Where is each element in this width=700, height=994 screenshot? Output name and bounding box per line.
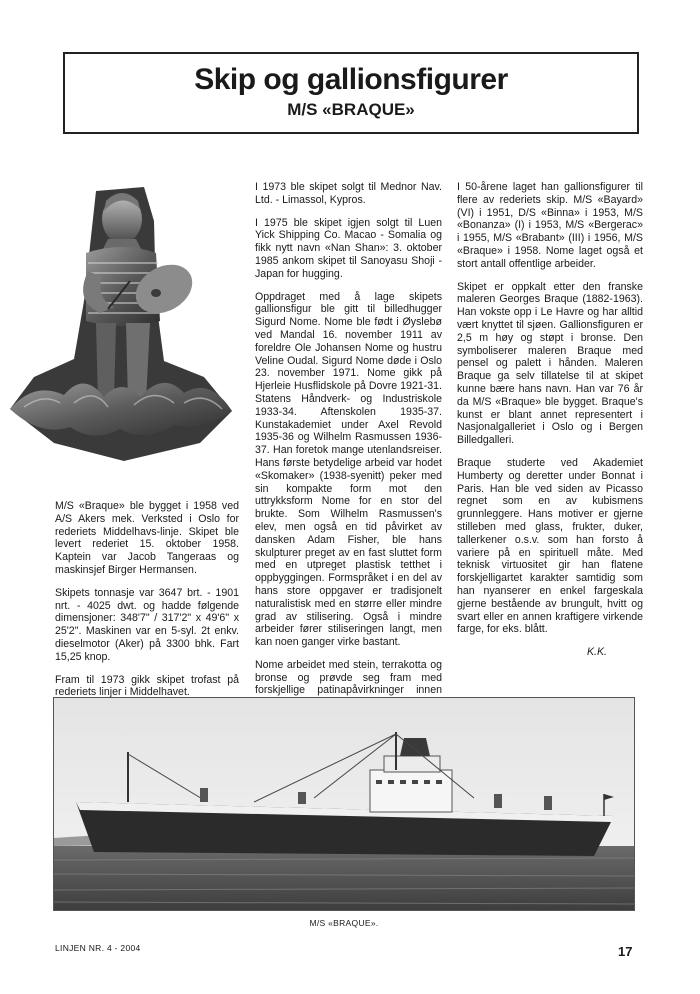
- paragraph: M/S «Braque» ble bygget i 1958 ved A/S Akers mek. Verksted i Oslo for rederiets Middelhavs-linje. Skipet ble levert rederiet 15. oktober 1958. Kaptein var Jacob Tangeraas og maskinsjef Birger Hermansen.: [55, 500, 239, 576]
- title-box: [63, 52, 639, 134]
- paragraph: Skipet er oppkalt etter den franske maleren Georges Braque (1882-1963). Han vokste opp i Le Havre og har alltid vært knyttet til sjøen. Gallionsfiguren er 2,5 m høy og støpt i bronse. Den symboliserer maleren Braque med pensel og palett i hånden. Maleren Braque ga selv tillatelse til at skipet kunne bære hans navn. Han var 76 år da M/S «Braque» ble bygget. Braque's kunst er blant annet representert i Nasjonalgalleriet i Oslo og i Bergen Billedgalleri.: [457, 280, 643, 447]
- paragraph: I 1975 ble skipet igjen solgt til Luen Yick Shipping Co. Macao - Somalia og fikk nytt navn «Nan Shan»: 3. oktober 1985 ankom skipet til Sanoyasu Shoji - Japan for hugging.: [255, 216, 442, 280]
- paragraph: Nome arbeidet med stein, terrakotta og bronse og prøvde seg fram med forskjellige patinapåvirkninger innen: [255, 658, 442, 697]
- paragraph: I 50-årene laget han gallionsfigurer til flere av rederiets skip. M/S «Bayard» (VI) i 1951, D/S «Binna» i 1953, M/S «Bonanza» (I) i 1953, M/S «Bergerac» i 1955, M/S «Brabant» (III) i 1956, M/S «Braque» i 1958. Nome laget også et stort antall offentlige arbeider.: [457, 181, 643, 270]
- photo-caption: M/S «BRAQUE».: [309, 918, 379, 928]
- paragraph: Skipets tonnasje var 3647 brt. - 1901 nrt. - 4025 dwt. og hadde følgende dimensjoner: 348'7" / 317'2" x 49'6" x 25'2". Maskinen var en 5-syl. 2t enkv. dieselmotor (Aker) på 3300 bhk. Fart 15,25 knop.: [55, 586, 239, 663]
- article-column-right: [457, 181, 643, 659]
- figurehead-photo: [4, 181, 236, 471]
- paragraph: Fram til 1973 gikk skipet trofast på rederiets linjer i Middelhavet.: [55, 673, 239, 699]
- paragraph: Braque studerte ved Akademiet Humberty og deretter under Bonnat i Paris. Han ble ved siden av Picasso regnet som en av kubismens grunnleggere. Hans motiver er gjerne stilleben med glass, frukter, duker, tallerkener o.s.v. som han forsto å variere på en spirituell måte. Med teknisk virtuositet gir han flatene forskjelligartet karakter samtidig som han nyanserer en enkel fargeskala gjerne bestående av brungult, hvitt og svart eller en annen kraftigere virkende farge, for eks. blått.: [457, 456, 643, 636]
- page-number: 17: [618, 944, 633, 959]
- ship-photo: [53, 697, 635, 911]
- article-column-middle: [255, 181, 442, 733]
- paragraph: Oppdraget med å lage skipets gallionsfigur ble gitt til billedhugger Sigurd Nome. Nome ble født i Øyslebø ved Mandal 16. november 1911 av foreldre Ole Johansen Nome og hustru Veline Oudal. Sigurd Nome døde i Oslo 23. november 1971. Nome gikk på Hjerleie Husflidskole på Dovre 1921-31. Statens Håndverk- og Industriskole 1933-34. Aftenskolen 1935-37. Kunstakademiet under Axel Revold 1935-36 og Wilhelm Rasmussen 1936-37. Han foretok mange utenlandsreiser. Hans første betydelige arbeid var hodet «Skomaker» (1938-syenitt) peker med sin kompakte form mot den uttrykksform Nome for en stor del brukte. Som Wilhelm Rasmussen's elev, men også en tid påvirket av dansken Adam Fisher, ble hans skulpturer preget av en fast sluttet form med en utpreget plastisk tetthet i oppbyggingen. Formspråket i en del av hans store oppgaver er tradisjonelt naturalistisk med en større eller mindre grad av stilisering. Også i mindre arbeider fører stiliseringen langt, men kan noen ganger virke bastant.: [255, 290, 442, 649]
- article-column-left: [55, 500, 239, 709]
- page-title: Skip og gallionsfigurer: [194, 63, 508, 96]
- ship-illustration: [54, 698, 635, 911]
- paragraph: I 1973 ble skipet solgt til Mednor Nav. Ltd. - Limassol, Kypros.: [255, 181, 442, 206]
- author-signature: K.K.: [586, 646, 607, 659]
- page-subtitle: M/S «BRAQUE»: [287, 100, 415, 119]
- publication-footer: LINJEN NR. 4 - 2004: [55, 943, 141, 953]
